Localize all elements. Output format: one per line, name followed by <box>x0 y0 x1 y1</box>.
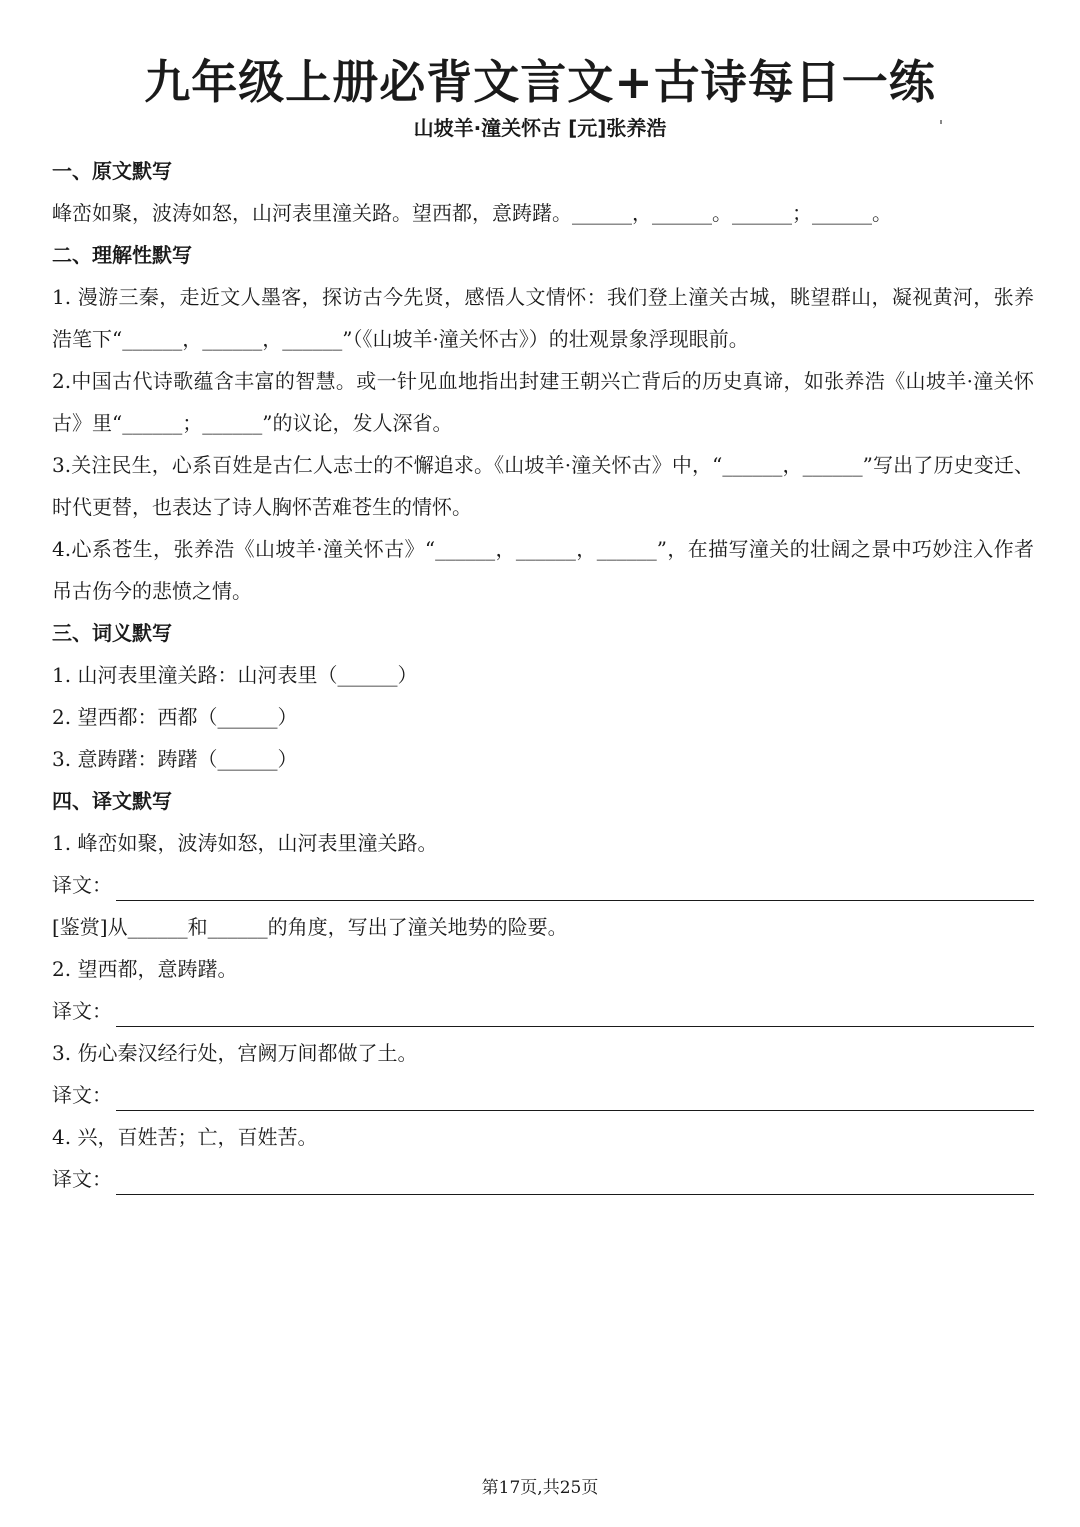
translation-label: 译文： <box>52 873 112 897</box>
comprehension-question-4: 4.心系苍生，张养浩《山坡羊·潼关怀古》“______，______，______”，在描写潼关的壮阔之景中巧妙注入作者吊古伤今的悲愤之情。 <box>52 537 1034 603</box>
translation-label: 译文： <box>52 1083 112 1107</box>
comprehension-question-3: 3.关注民生，心系百姓是古仁人志士的不懈追求。《山坡羊·潼关怀古》中，“______，______”写出了历史变迁、时代更替，也表达了诗人胸怀苦难苍生的情怀。 <box>52 453 1034 519</box>
translation-sentence-3: 3. 伤心秦汉经行处，宫阙万间都做了土。 <box>52 1041 418 1065</box>
comprehension-question-2: 2.中国古代诗歌蕴含丰富的智慧。或一针见血地指出封建王朝兴亡背后的历史真谛，如张养浩《山坡羊·潼关怀古》里“______；______”的议论，发人深省。 <box>52 369 1034 435</box>
original-text-line: 峰峦如聚，波涛如怒，山河表里潼关路。望西都，意踌躇。______，______。______；______。 <box>52 201 892 225</box>
word-meaning-question-2: 2. 望西都：西都（______） <box>52 705 298 729</box>
translation-answer-line <box>52 990 1034 1032</box>
translation-label: 译文： <box>52 1167 112 1191</box>
translation-label: 译文： <box>52 999 112 1023</box>
answer-underline <box>116 870 1034 901</box>
page-number: 第17页,共25页 <box>481 1478 599 1498</box>
scan-speck <box>940 120 942 124</box>
answer-underline <box>116 1080 1034 1111</box>
word-meaning-question-3: 3. 意踌躇：踌躇（______） <box>52 747 298 771</box>
answer-underline <box>116 1164 1034 1195</box>
poem-subtitle: 山坡羊·潼关怀古 [元]张养浩 <box>413 116 667 140</box>
appreciation-prompt: [鉴赏]从______和______的角度，写出了潼关地势的险要。 <box>52 915 568 939</box>
page-title: 九年级上册必背文言文+古诗每日一练 <box>144 55 936 109</box>
translation-answer-line <box>52 864 1034 906</box>
answer-underline <box>116 996 1034 1027</box>
translation-sentence-4: 4. 兴，百姓苦；亡，百姓苦。 <box>52 1125 318 1149</box>
section-heading-original-text: 一、原文默写 <box>52 159 172 183</box>
translation-answer-line <box>52 1074 1034 1116</box>
section-heading-word-meaning: 三、词义默写 <box>52 621 172 645</box>
section-heading-comprehension: 二、理解性默写 <box>52 243 192 267</box>
comprehension-question-1: 1. 漫游三秦，走近文人墨客，探访古今先贤，感悟人文情怀：我们登上潼关古城，眺望群山，凝视黄河，张养浩笔下“______，______，______”（《山坡羊·潼关怀古》）的壮观景象浮现眼前。 <box>52 285 1034 351</box>
section-heading-translation: 四、译文默写 <box>52 789 172 813</box>
translation-answer-line <box>52 1158 1034 1200</box>
word-meaning-question-1: 1. 山河表里潼关路：山河表里（______） <box>52 663 418 687</box>
translation-sentence-1: 1. 峰峦如聚，波涛如怒，山河表里潼关路。 <box>52 831 438 855</box>
worksheet-body <box>52 150 1034 1200</box>
translation-sentence-2: 2. 望西都，意踌躇。 <box>52 957 238 981</box>
